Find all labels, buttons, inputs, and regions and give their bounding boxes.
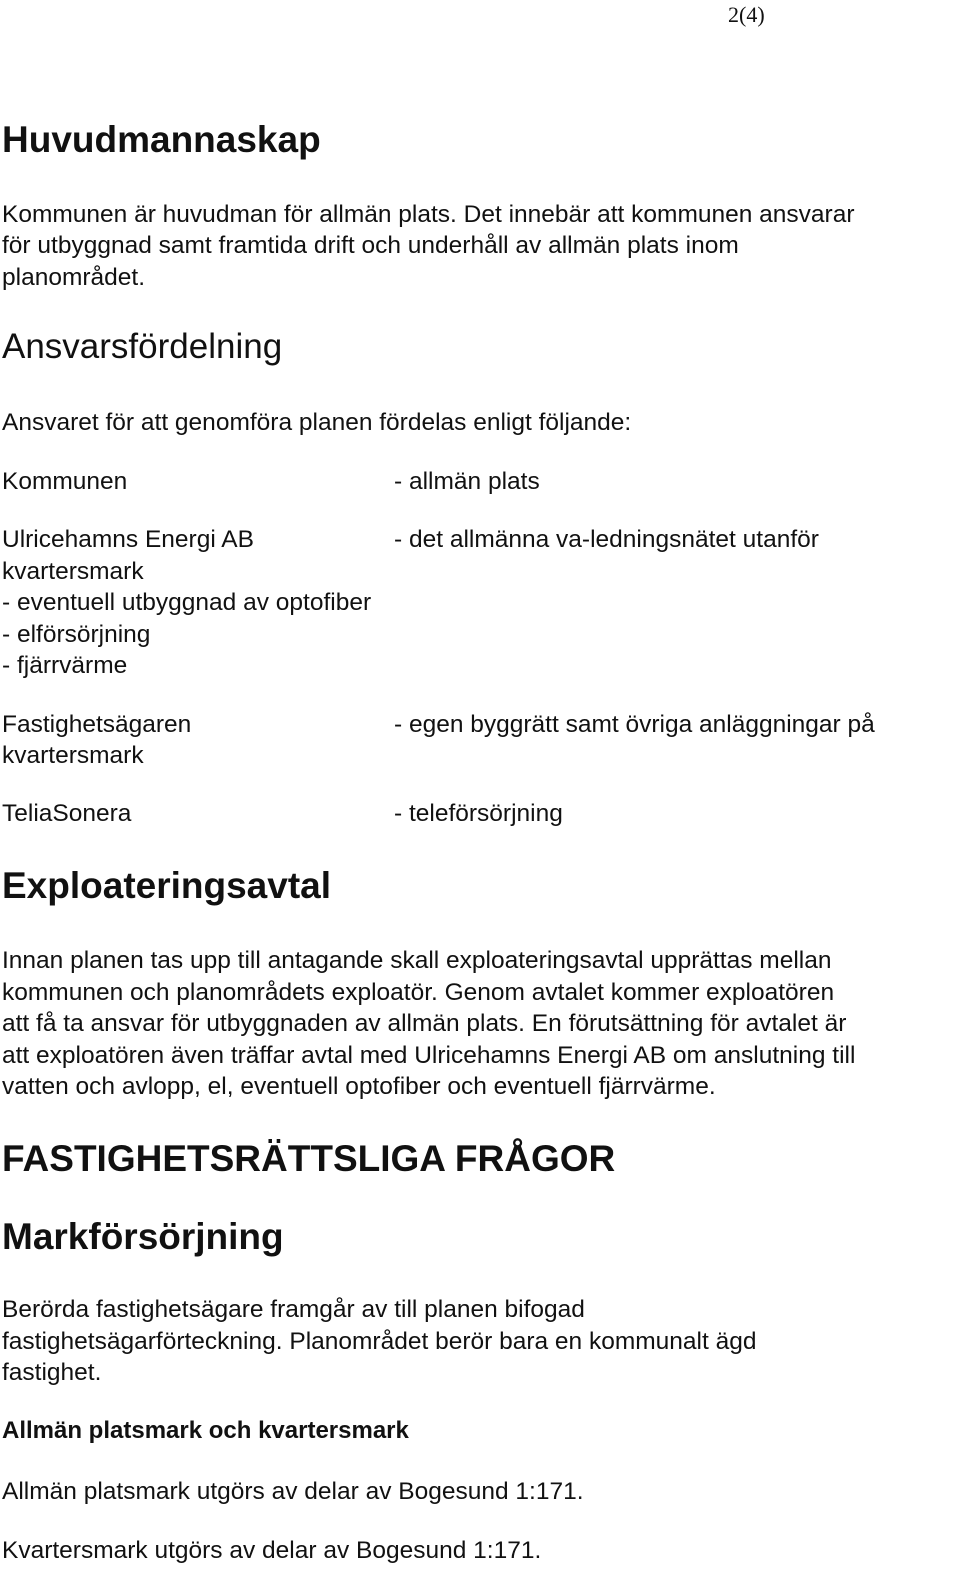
heading-markforsorjning: Markförsörjning [2,1216,284,1257]
responsibility-ulricehamns-energi-cont: kvartersmark [2,558,144,585]
responsibility-teliasonera: - teleförsörjning [394,800,563,827]
ansvarsfordelning-intro: Ansvaret för att genomföra planen fördelas enligt följande: [2,409,632,436]
markforsorjning-line-2: fastighetsägarförteckning. Planområdet berör bara en kommunalt ägd [2,1328,757,1355]
energi-item-fjarrvarme: - fjärrvärme [2,652,128,679]
heading-fastighetsrattsliga-fragor: FASTIGHETSRÄTTSLIGA FRÅGOR [2,1138,616,1179]
exploateringsavtal-line-1: Innan planen tas upp till antagande skall exploateringsavtal upprättas mellan [2,947,832,974]
markforsorjning-line-3: fastighet. [2,1359,102,1386]
kvartersmark-line: Kvartersmark utgörs av delar av Bogesund 1:171. [2,1537,542,1564]
huvudmannaskap-line-2: för utbyggnad samt framtida drift och underhåll av allmän plats inom [2,232,739,259]
responsibility-ulricehamns-energi: - det allmänna va-ledningsnätet utanför [394,526,819,553]
party-teliasonera: TeliaSonera [2,800,132,827]
heading-huvudmannaskap: Huvudmannaskap [2,119,321,160]
responsibility-fastighetsagaren: - egen byggrätt samt övriga anläggningar på [394,711,875,738]
exploateringsavtal-line-4: att exploatören även träffar avtal med Ulricehamns Energi AB om anslutning till [2,1042,856,1069]
party-fastighetsagaren: Fastighetsägaren [2,711,192,738]
party-kommunen: Kommunen [2,468,128,495]
responsibility-kommunen: - allmän plats [394,468,540,495]
party-ulricehamns-energi: Ulricehamns Energi AB [2,526,254,553]
huvudmannaskap-line-1: Kommunen är huvudman för allmän plats. Det innebär att kommunen ansvarar [2,201,855,228]
energi-item-elforsorjning: - elförsörjning [2,621,151,648]
energi-item-optofiber: - eventuell utbyggnad av optofiber [2,589,372,616]
heading-ansvarsfordelning: Ansvarsfördelning [2,327,283,366]
responsibility-fastighetsagaren-cont: kvartersmark [2,742,144,769]
exploateringsavtal-line-2: kommunen och planområdets exploatör. Genom avtalet kommer exploatören [2,979,835,1006]
heading-allman-platsmark: Allmän platsmark och kvartersmark [2,1417,409,1444]
markforsorjning-line-1: Berörda fastighetsägare framgår av till planen bifogad [2,1296,585,1323]
page-number: 2(4) [728,2,765,27]
exploateringsavtal-line-3: att få ta ansvar för utbyggnaden av allmän plats. En förutsättning för avtalet är [2,1010,847,1037]
allman-platsmark-line: Allmän platsmark utgörs av delar av Bogesund 1:171. [2,1478,584,1505]
heading-exploateringsavtal: Exploateringsavtal [2,865,332,906]
exploateringsavtal-line-5: vatten och avlopp, el, eventuell optofiber och eventuell fjärrvärme. [2,1073,716,1100]
huvudmannaskap-line-3: planområdet. [2,264,146,291]
